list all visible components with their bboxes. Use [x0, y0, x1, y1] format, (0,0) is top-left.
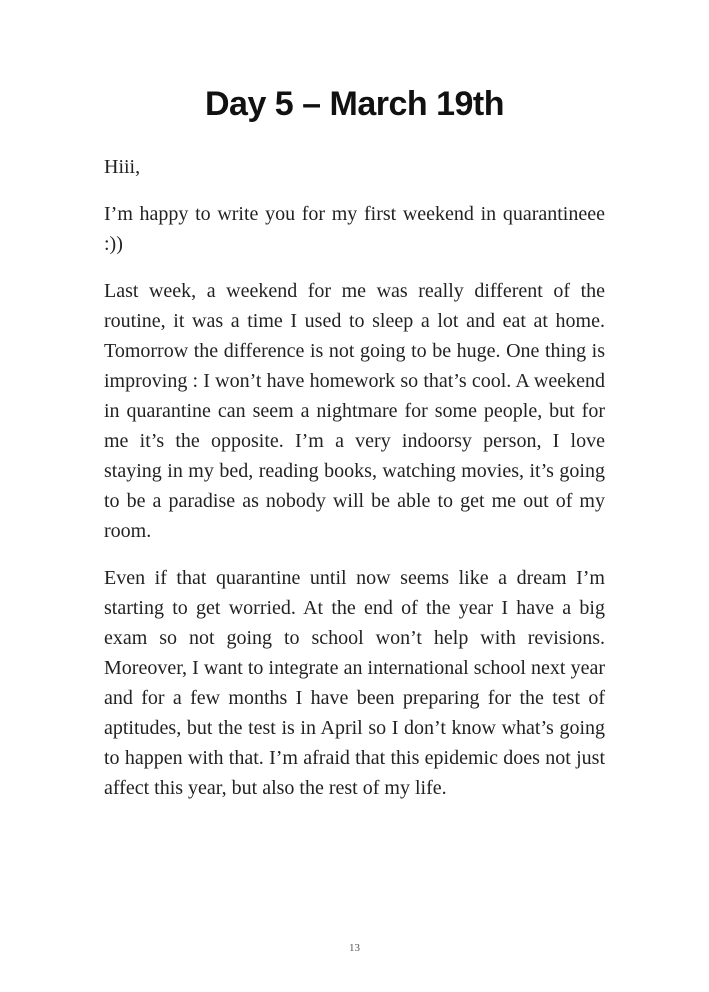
page-title: Day 5 – March 19th: [204, 85, 505, 123]
weekend-paragraph: Last week, a weekend for me was really different of the routine, it was a time I used to sleep a lot and eat at home. Tomorrow the difference is not going to be huge. One thing is improving : I won’t have homework so that’s cool. A weekend in quarantine can seem a nightmare for some people, but for me it’s the opposite. I’m a very indoorsy person, I love staying in my bed, reading books, watching movies, it’s going to be a paradise as nobody will be able to get me out of my room.: [104, 280, 605, 542]
page-number: 13: [349, 942, 360, 954]
diary-entry-body: [104, 152, 605, 820]
greeting-paragraph: Hiii,: [104, 156, 141, 178]
worries-paragraph: Even if that quarantine until now seems like a dream I’m starting to get worried. At the end of the year I have a big exam so not going to school won’t help with revisions. Moreover, I want to integrate an international school next year and for a few months I have been preparing for the test of aptitudes, but the test is in April so I don’t know what’s going to happen with that. I’m afraid that this epidemic does not just affect this year, but also the rest of my life.: [104, 567, 605, 799]
intro-paragraph: I’m happy to write you for my first weekend in quarantineee :)): [104, 203, 605, 255]
